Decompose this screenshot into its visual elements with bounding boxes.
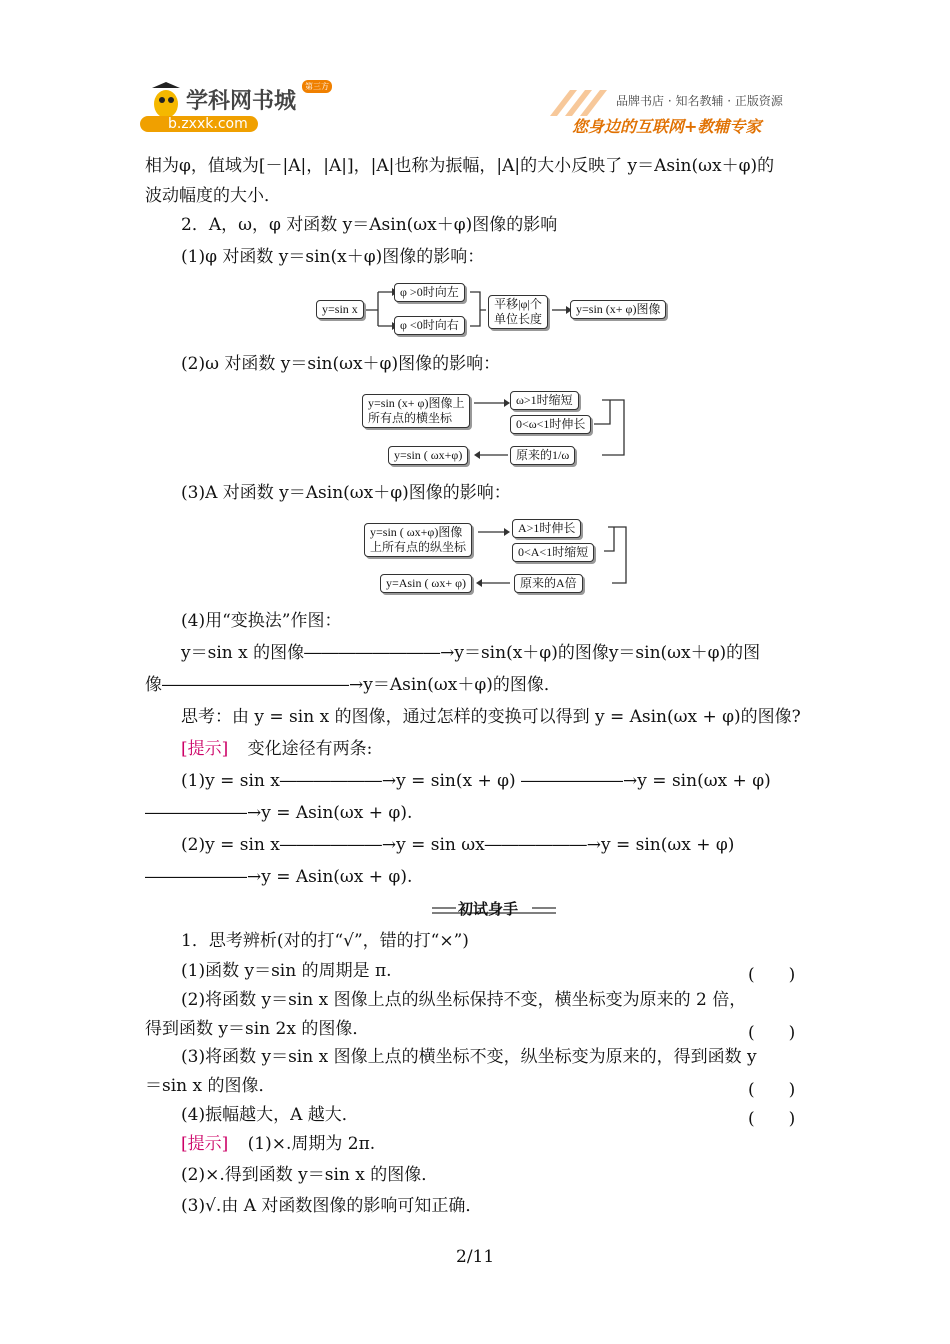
question-item: (4)振幅越大，A 越大． (181, 1105, 359, 1125)
hint-label: [提示] (181, 739, 229, 759)
paragraph-line: 波动幅度的大小． (145, 186, 281, 206)
diagram3-start-line1: y=sin ( ωx+φ)图像 (370, 525, 463, 539)
diagram3-cond1: A>1时伸长 (512, 519, 581, 538)
diagram1-start: y=sin x (316, 300, 364, 319)
diagram1-cond-pos: φ >0时向左 (394, 283, 465, 302)
route-line: (2)y = sin x――――――→y = sin ωx――――――→y = sin(ωx + φ) (181, 835, 735, 855)
answer-text: (3)√.由 A 对函数图像的影响可知正确． (181, 1196, 483, 1216)
route-line: (1)y = sin x――――――→y = sin(x + φ) ――――――→y = sin(ωx + φ) (181, 771, 771, 791)
logo-url: b.zxxk.com (140, 116, 258, 132)
think-question: 思考：由 y = sin x 的图像，通过怎样的变换可以得到 y = Asin(ωx + φ)的图像? (181, 707, 801, 727)
diagram2-start-line1: y=sin (x+ φ)图像上 (368, 396, 465, 410)
diagram3-start-line2: 上所有点的纵坐标 (370, 540, 467, 554)
transform-line: 像―――――――――――→y＝Asin(ωx＋φ)的图像． (145, 675, 561, 695)
diagram1-cond-neg: φ <0时向右 (394, 316, 465, 335)
answer-label: [提示] (181, 1134, 229, 1154)
sub-heading: (1)φ 对函数 y＝sin(x＋φ)图像的影响： (181, 247, 485, 267)
slogan-line1: 品牌书店 · 知名教辅 · 正版资源 (616, 94, 783, 108)
diagram2-cond2: 0<ω<1时伸长 (510, 415, 591, 434)
question-item: (3)将函数 y＝sin x 图像上点的横坐标不变，纵坐标变为原来的，得到函数 y (181, 1047, 757, 1067)
diagram3-cond2: 0<A<1时缩短 (512, 543, 594, 562)
logo-badge: 第三方 (302, 80, 332, 93)
diagram1-shift-line1: 平移|φ|个 (494, 297, 542, 311)
route-line: ――――――→y = Asin(ωx + φ). (145, 803, 413, 823)
slogan-line2: 您身边的互联网+教辅专家 (572, 117, 762, 136)
question-item: (1)函数 y＝sin 的周期是 π. (181, 961, 392, 981)
paragraph-line: 相为φ，值域为[－|A|，|A|]，|A|也称为振幅，|A|的大小反映了 y＝Asin(ωx＋φ)的 (145, 156, 775, 176)
diagram1-shift-line2: 单位长度 (494, 312, 543, 326)
section-title: 初试身手 (458, 900, 519, 918)
sub-heading: (4)用“变换法”作图： (181, 611, 342, 631)
diagram2-factor: 原来的1/ω (510, 446, 575, 465)
answer-blank: ( ) (748, 1109, 796, 1129)
diagram2-result: y=sin ( ωx+φ) (388, 446, 468, 465)
answer-row (181, 1133, 375, 1155)
question-item: 得到函数 y＝sin 2x 的图像． (145, 1019, 370, 1039)
question-item: ＝sin x 的图像． (145, 1076, 276, 1096)
answer-text: (1)×.周期为 2π. (247, 1134, 376, 1154)
answer-blank: ( ) (748, 1080, 796, 1100)
question-item: (2)将函数 y＝sin x 图像上点的纵坐标保持不变，横坐标变为原来的 2 倍， (181, 990, 747, 1010)
hint-text: 变化途径有两条: (247, 739, 373, 759)
diagram3-factor: 原来的A倍 (514, 574, 583, 593)
answer-blank: ( ) (748, 1023, 796, 1043)
sub-heading: (2)ω 对函数 y＝sin(ωx＋φ)图像的影响： (181, 354, 501, 374)
sub-heading: (3)A 对函数 y＝Asin(ωx＋φ)图像的影响： (181, 483, 511, 503)
logo-name: 学科网书城 (186, 89, 297, 114)
section-heading: 2．A，ω，φ 对函数 y＝Asin(ωx＋φ)图像的影响 (181, 215, 558, 235)
question-heading: 1．思考辨析(对的打“√”，错的打“×”) (181, 931, 469, 951)
page-number: 2/11 (456, 1247, 495, 1267)
diagram2-cond1: ω>1时缩短 (510, 391, 579, 410)
diagram1-result: y=sin (x+ φ)图像 (570, 300, 666, 319)
transform-line: y＝sin x 的图像――――――――→y＝sin(x＋φ)的图像y＝sin(ωx＋φ)的图 (181, 643, 761, 663)
answer-blank: ( ) (748, 965, 796, 985)
diagram3-result: y=Asin ( ωx+ φ) (380, 574, 472, 593)
diagram2-start-line2: 所有点的横坐标 (368, 411, 453, 425)
route-line: ――――――→y = Asin(ωx + φ). (145, 867, 413, 887)
answer-text: (2)×.得到函数 y＝sin x 的图像． (181, 1165, 439, 1185)
